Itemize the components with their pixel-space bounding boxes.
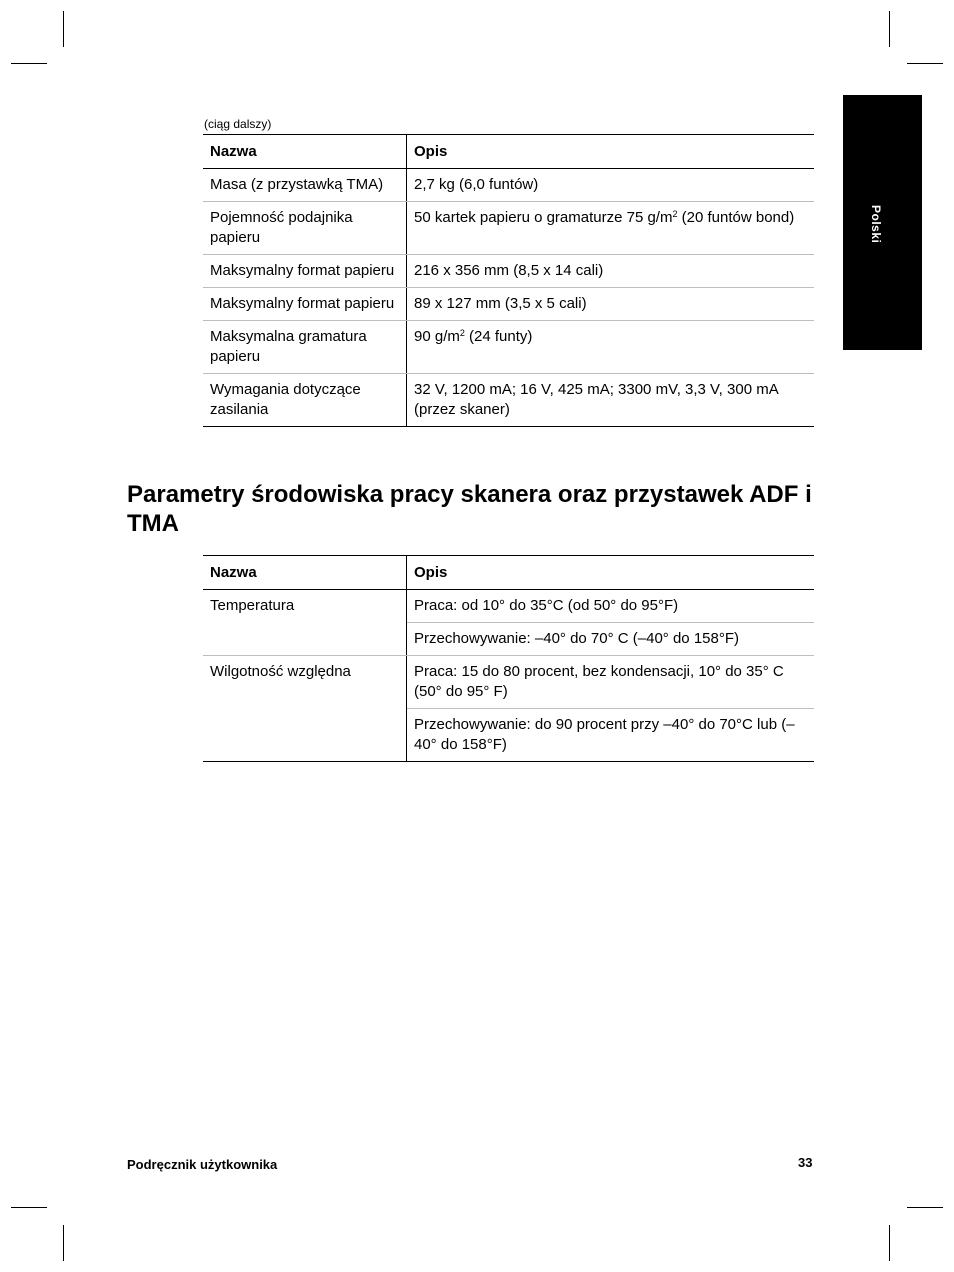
- spec-table: [203, 134, 814, 427]
- cell-desc: Przechowywanie: do 90 procent przy –40° do 70°C lub (–40° do 158°F): [407, 709, 815, 762]
- cell-desc-text: (24 funty): [464, 328, 533, 345]
- table-header-row: [203, 556, 814, 590]
- column-header-desc: Opis: [407, 135, 815, 169]
- cell-name: Maksymalny format papieru: [203, 255, 407, 288]
- table-row: [203, 656, 814, 709]
- cell-desc: Praca: od 10° do 35°C (od 50° do 95°F): [407, 590, 815, 623]
- table-header-row: [203, 135, 814, 169]
- footer-title: Podręcznik użytkownika: [127, 1157, 278, 1172]
- crop-mark: [11, 63, 47, 64]
- cell-desc-text: 90 g/m: [414, 328, 460, 345]
- crop-mark: [889, 11, 890, 47]
- cell-desc: 32 V, 1200 mA; 16 V, 425 mA; 3300 mV, 3,3 V, 300 mA (przez skaner): [407, 374, 815, 427]
- cell-desc: Przechowywanie: –40° do 70° C (–40° do 158°F): [407, 623, 815, 656]
- crop-mark: [63, 1225, 64, 1261]
- cell-desc: 2,7 kg (6,0 funtów): [407, 169, 815, 202]
- table-row: [203, 169, 814, 202]
- cell-name: Wilgotność względna: [203, 656, 407, 762]
- table-row: [203, 374, 814, 427]
- crop-mark: [889, 1225, 890, 1261]
- language-tab-label: Polski: [869, 205, 883, 244]
- cell-desc: 216 x 356 mm (8,5 x 14 cali): [407, 255, 815, 288]
- environment-table: [203, 555, 814, 762]
- cell-name: Temperatura: [203, 590, 407, 656]
- column-header-desc: Opis: [407, 556, 815, 590]
- column-header-name: Nazwa: [203, 556, 407, 590]
- column-header-name: Nazwa: [203, 135, 407, 169]
- superscript: 2: [672, 209, 678, 219]
- table-row: [203, 590, 814, 623]
- table-row: [203, 202, 814, 255]
- cell-name: Maksymalna gramatura papieru: [203, 321, 407, 374]
- cell-desc: 89 x 127 mm (3,5 x 5 cali): [407, 288, 815, 321]
- cell-desc: [407, 321, 815, 374]
- crop-mark: [907, 63, 943, 64]
- cell-name: Wymagania dotyczące zasilania: [203, 374, 407, 427]
- table-row: [203, 255, 814, 288]
- cell-desc-text: 50 kartek papieru o gramaturze 75 g/m: [414, 209, 673, 226]
- crop-mark: [63, 11, 64, 47]
- crop-mark: [11, 1207, 47, 1208]
- cell-name: Maksymalny format papieru: [203, 288, 407, 321]
- crop-mark: [907, 1207, 943, 1208]
- table-row: [203, 321, 814, 374]
- table-row: [203, 288, 814, 321]
- superscript: 2: [459, 328, 465, 338]
- cell-desc: [407, 202, 815, 255]
- cell-desc-text: (20 funtów bond): [677, 209, 795, 226]
- page-number: 33: [798, 1155, 813, 1170]
- continued-label: (ciąg dalszy): [204, 117, 272, 131]
- cell-desc: Praca: 15 do 80 procent, bez kondensacji, 10° do 35° C (50° do 95° F): [407, 656, 815, 709]
- cell-name: Pojemność podajnika papieru: [203, 202, 407, 255]
- section-title: Parametry środowiska pracy skanera oraz przystawek ADF i TMA: [127, 481, 812, 537]
- language-tab: [843, 95, 922, 350]
- cell-name: Masa (z przystawką TMA): [203, 169, 407, 202]
